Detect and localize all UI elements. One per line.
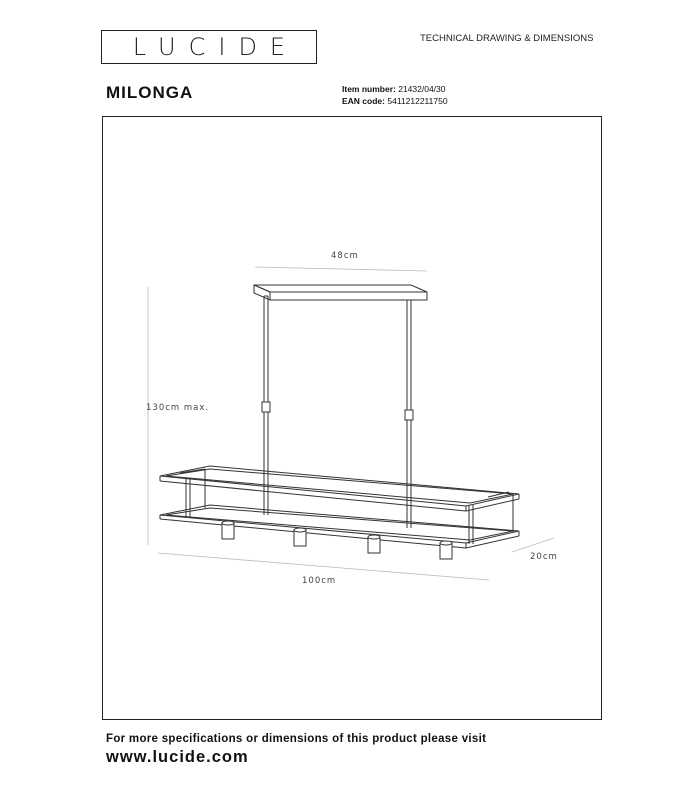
dim-depth-label: 20cm — [530, 552, 558, 562]
upper-frame — [160, 466, 519, 511]
logo-text: LUCIDE — [132, 33, 299, 61]
dim-line-top — [255, 267, 427, 271]
dim-height-label: 130cm max. — [146, 403, 210, 413]
dim-width-label: 100cm — [302, 576, 337, 586]
light-cylinders — [222, 521, 452, 559]
item-number-label: Item number: — [342, 84, 396, 94]
footer-text: For more specifications or dimensions of this product please visit — [106, 733, 487, 745]
dim-line-depth — [512, 538, 554, 552]
product-name: MILONGA — [106, 83, 194, 102]
item-number-value: 21432/04/30 — [398, 84, 446, 94]
document-type: TECHNICAL DRAWING & DIMENSIONS — [420, 33, 594, 44]
lower-frame — [160, 505, 519, 548]
ean-code-value: 5411212211750 — [387, 96, 448, 106]
footer-url[interactable]: www.lucide.com — [106, 748, 249, 766]
ceiling-canopy — [254, 285, 427, 300]
ean-code-label: EAN code: — [342, 96, 385, 106]
dim-top-label: 48cm — [331, 251, 359, 261]
